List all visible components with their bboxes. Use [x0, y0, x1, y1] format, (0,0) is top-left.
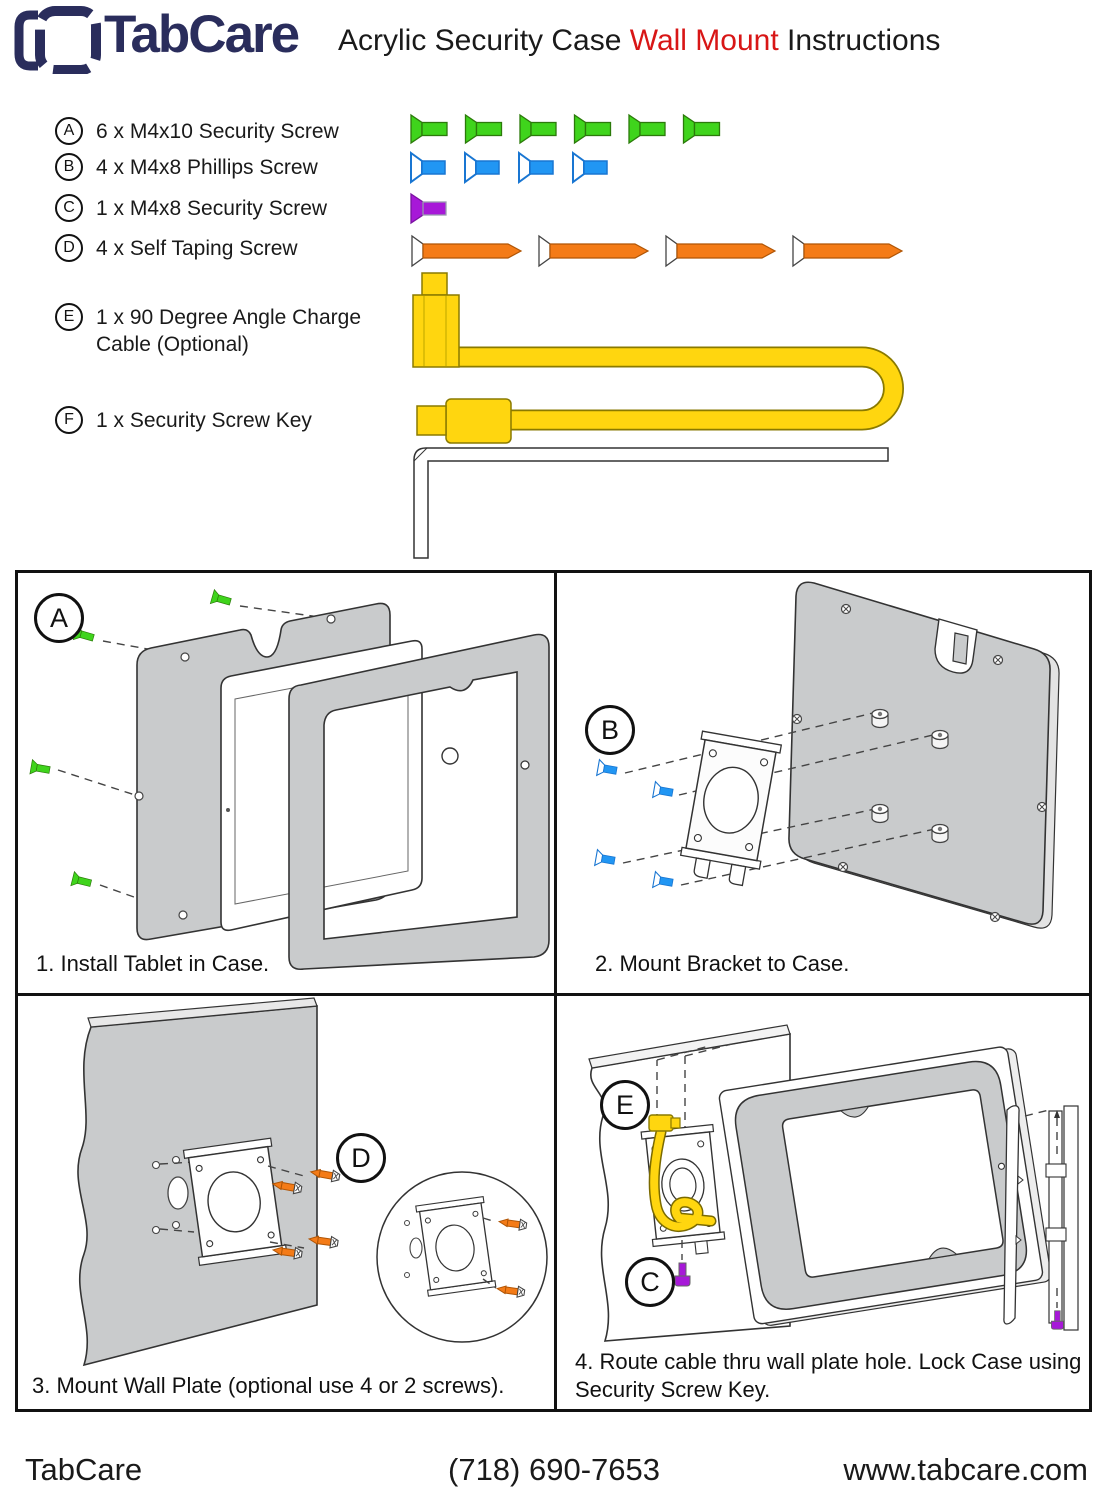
step-2-caption: 2. Mount Bracket to Case. [595, 951, 850, 976]
part-badge-a: A [55, 117, 83, 145]
security-screws-green-icon [410, 113, 725, 145]
step-4-badge-e: E [600, 1080, 650, 1130]
mounted-case [718, 1045, 1052, 1328]
part-badge-e: E [55, 303, 83, 331]
part-label-f: 1 x Security Screw Key [96, 409, 312, 432]
part-label-b: 4 x M4x8 Phillips Screw [96, 156, 318, 179]
step-4-badge-c: C [625, 1257, 675, 1307]
part-label-d: 4 x Self Taping Screw [96, 237, 298, 260]
step-3-panel [18, 996, 554, 1409]
mount-bracket [677, 731, 781, 888]
step-1-panel [18, 573, 554, 993]
title-highlight: Wall Mount [629, 24, 779, 57]
part-label-a: 6 x M4x10 Security Screw [96, 120, 339, 143]
step-3-badge: D [336, 1133, 386, 1183]
case-back [789, 582, 1050, 924]
tabcare-logo-icon [8, 6, 103, 74]
step-1-illustration [18, 573, 554, 993]
part-label-c: 1 x M4x8 Security Screw [96, 197, 328, 220]
footer-brand: TabCare [25, 1452, 143, 1487]
footer-phone: (718) 690-7653 [448, 1452, 660, 1487]
step-1-badge: A [34, 593, 84, 643]
step-1-caption: 1. Install Tablet in Case. [36, 951, 270, 976]
step-3-illustration [18, 996, 554, 1409]
part-badge-b: B [55, 153, 83, 181]
step-4-caption: 4. Route cable thru wall plate hole. Lock Case using Security Screw Key. [575, 1348, 1082, 1403]
title-suffix: Instructions [778, 24, 941, 57]
footer-website: www.tabcare.com [843, 1452, 1088, 1487]
step-2-panel [557, 573, 1089, 993]
part-label-e: 1 x 90 Degree Angle Charge Cable (Optional) [96, 306, 362, 356]
phillips-screws-blue-icon [410, 151, 620, 185]
brand-name: TabCare [104, 5, 299, 64]
security-screw-purple-icon [410, 192, 452, 226]
step-4-panel [557, 996, 1089, 1409]
self-taping-screws-orange-icon [411, 233, 911, 269]
charge-cable-icon [410, 272, 910, 444]
steps-grid [15, 570, 1092, 1412]
part-badge-f: F [55, 406, 83, 434]
step-3-caption: 3. Mount Wall Plate (optional use 4 or 2 screws). [32, 1373, 505, 1398]
step-2-badge: B [585, 705, 635, 755]
page-title [338, 24, 940, 58]
security-screw-key-icon [406, 440, 898, 565]
part-badge-d: D [55, 234, 83, 262]
title-prefix: Acrylic Security Case [338, 24, 630, 57]
step-2-illustration [557, 573, 1089, 993]
part-badge-c: C [55, 194, 83, 222]
